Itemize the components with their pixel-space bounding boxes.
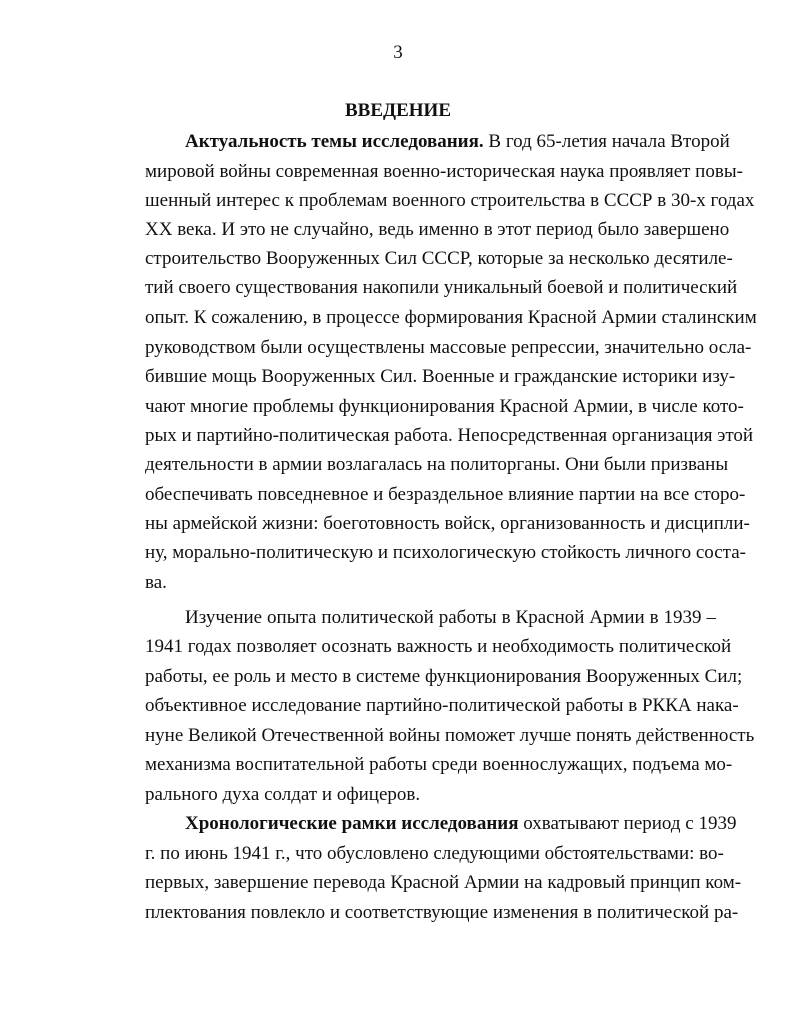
paragraph-1-line: деятельности в армии возлагалась на политорганы. Они были призваны [145, 454, 729, 475]
paragraph-1-line: шенный интерес к проблемам военного строительства в СССР в 30-х годах [145, 190, 755, 211]
paragraph-1-line: чают многие проблемы функционирования Красной Армии, в числе кото- [145, 396, 744, 417]
paragraph-1-line-1 [185, 130, 730, 154]
paragraph-1-line: мировой войны современная военно-историческая наука проявляет повы- [145, 161, 743, 182]
paragraph-1-line: бившие мощь Вооруженных Сил. Военные и гражданские историки изу- [145, 366, 736, 387]
paragraph-3-line-1 [185, 812, 737, 836]
paragraph-2-line: нуне Великой Отечественной войны поможет лучше понять действенность [145, 725, 755, 746]
page-number: 3 [393, 42, 403, 63]
paragraph-1-line: рых и партийно-политическая работа. Непосредственная организация этой [145, 425, 754, 446]
paragraph-1-line: опыт. К сожалению, в процессе формирования Красной Армии сталинским [145, 307, 757, 328]
paragraph-1-line: обеспечивать повседневное и безраздельное влияние партии на все сторо- [145, 484, 746, 505]
paragraph-3-line: г. по июнь 1941 г., что обусловлено следующими обстоятельствами: во- [145, 843, 724, 864]
paragraph-1-line: тий своего существования накопили уникальный боевой и политический [145, 277, 738, 298]
paragraph-1-lead: Актуальность темы исследования. [185, 131, 484, 152]
paragraph-1-line: строительство Вооруженных Сил СССР, которые за несколько десятиле- [145, 248, 733, 269]
paragraph-1-line: ну, морально-политическую и психологическую стойкость личного соста- [145, 542, 746, 563]
paragraph-3-line: плектования повлекло и соответствующие изменения в политической ра- [145, 902, 739, 923]
paragraph-2-last-line: рального духа солдат и офицеров. [145, 784, 421, 805]
paragraph-1-first-rest: В год 65-летия начала Второй [483, 131, 730, 152]
paragraph-3-first-rest: охватывают период с 1939 [518, 813, 737, 834]
paragraph-1-last-line: ва. [145, 572, 167, 593]
paragraph-1-line: руководством были осуществлены массовые репрессии, значительно осла- [145, 337, 752, 358]
paragraph-3-line: первых, завершение перевода Красной Армии на кадровый принцип ком- [145, 872, 742, 893]
paragraph-1-line: ны армейской жизни: боеготовность войск, организованность и дисципли- [145, 513, 750, 534]
paragraph-2-line: 1941 годах позволяет осознать важность и необходимость политической [145, 636, 732, 657]
paragraph-1-line: XX века. И это не случайно, ведь именно в этот период было завершено [145, 219, 730, 240]
paragraph-3-lead: Хронологические рамки исследования [185, 813, 519, 834]
paragraph-2-line-1: Изучение опыта политической работы в Красной Армии в 1939 – [185, 607, 716, 628]
section-heading: ВВЕДЕНИЕ [345, 100, 451, 121]
paragraph-2-line: объективное исследование партийно-политической работы в РККА нака- [145, 695, 739, 716]
paragraph-2-line: работы, ее роль и место в системе функционирования Вооруженных Сил; [145, 666, 743, 687]
paragraph-2-line: механизма воспитательной работы среди военнослужащих, подъема мо- [145, 754, 733, 775]
